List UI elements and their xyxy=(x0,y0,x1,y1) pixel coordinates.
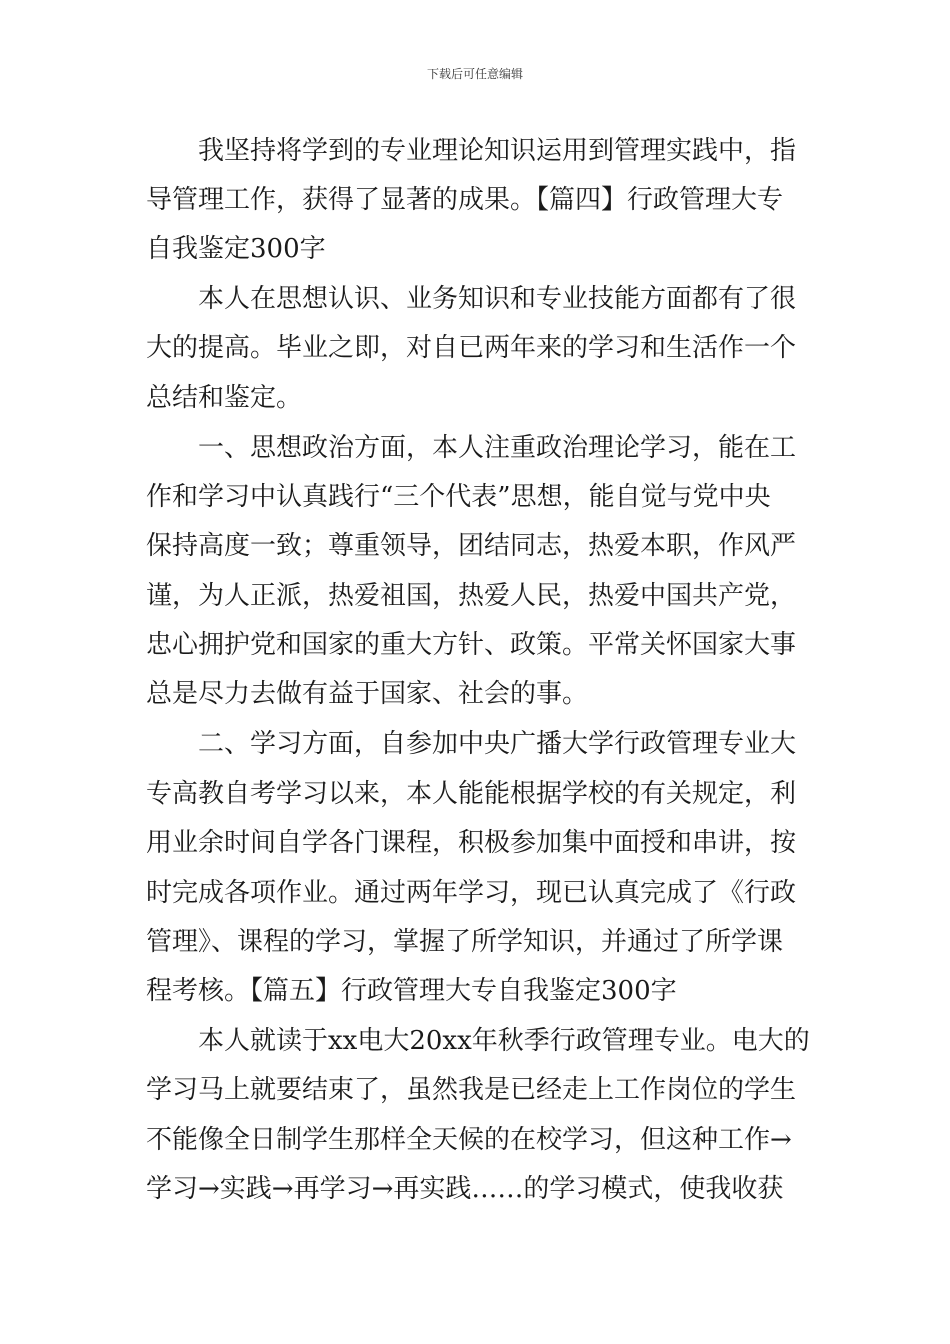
text-line: 本人就读于xx电大20xx年秋季行政管理专业。电大的 xyxy=(198,1026,810,1056)
text-line: 谨，为人正派，热爱祖国，热爱人民，热爱中国共产党， xyxy=(146,581,797,611)
text-line: 管理》、课程的学习，掌握了所学知识，并通过了所学课 xyxy=(146,927,784,957)
text-line: 大的提高。毕业之即，对自已两年来的学习和生活作一个 xyxy=(146,333,797,363)
text-line: 专高教自考学习以来，本人能能根据学校的有关规定，利 xyxy=(146,779,797,809)
text-line: 程考核。【篇五】行政管理大专自我鉴定300字 xyxy=(146,976,677,1006)
text-line: 总结和鉴定。 xyxy=(146,383,303,413)
text-line: 学习→实践→再学习→再实践……的学习模式，使我收获 xyxy=(146,1174,784,1204)
text-line: 自我鉴定300字 xyxy=(146,234,326,264)
text-line: 学习马上就要结束了，虽然我是已经走上工作岗位的学生 xyxy=(146,1075,797,1105)
text-line: 时完成各项作业。通过两年学习，现已认真完成了《行政 xyxy=(146,878,797,908)
text-line: 导管理工作，获得了显著的成果。【篇四】行政管理大专 xyxy=(146,185,784,215)
text-line: 一、思想政治方面，本人注重政治理论学习，能在工 xyxy=(198,433,797,463)
text-line: 我坚持将学到的专业理论知识运用到管理实践中，指 xyxy=(198,136,797,166)
text-line: 忠心拥护党和国家的重大方针、政策。平常关怀国家大事 xyxy=(146,630,797,660)
text-line: 用业余时间自学各门课程，积极参加集中面授和串讲，按 xyxy=(146,828,797,858)
text-line: 二、学习方面，自参加中央广播大学行政管理专业大 xyxy=(198,729,797,759)
text-line: 保持高度一致；尊重领导，团结同志，热爱本职，作风严 xyxy=(146,531,797,561)
text-line: 不能像全日制学生那样全天候的在校学习，但这种工作→ xyxy=(146,1125,792,1155)
page-header: 下载后可任意编辑 xyxy=(426,67,523,81)
text-line: 总是尽力去做有益于国家、社会的事。 xyxy=(146,679,589,709)
text-line: 作和学习中认真践行“三个代表”思想，能自觉与党中央 xyxy=(146,482,771,512)
text-line: 本人在思想认识、业务知识和专业技能方面都有了很 xyxy=(198,284,797,314)
